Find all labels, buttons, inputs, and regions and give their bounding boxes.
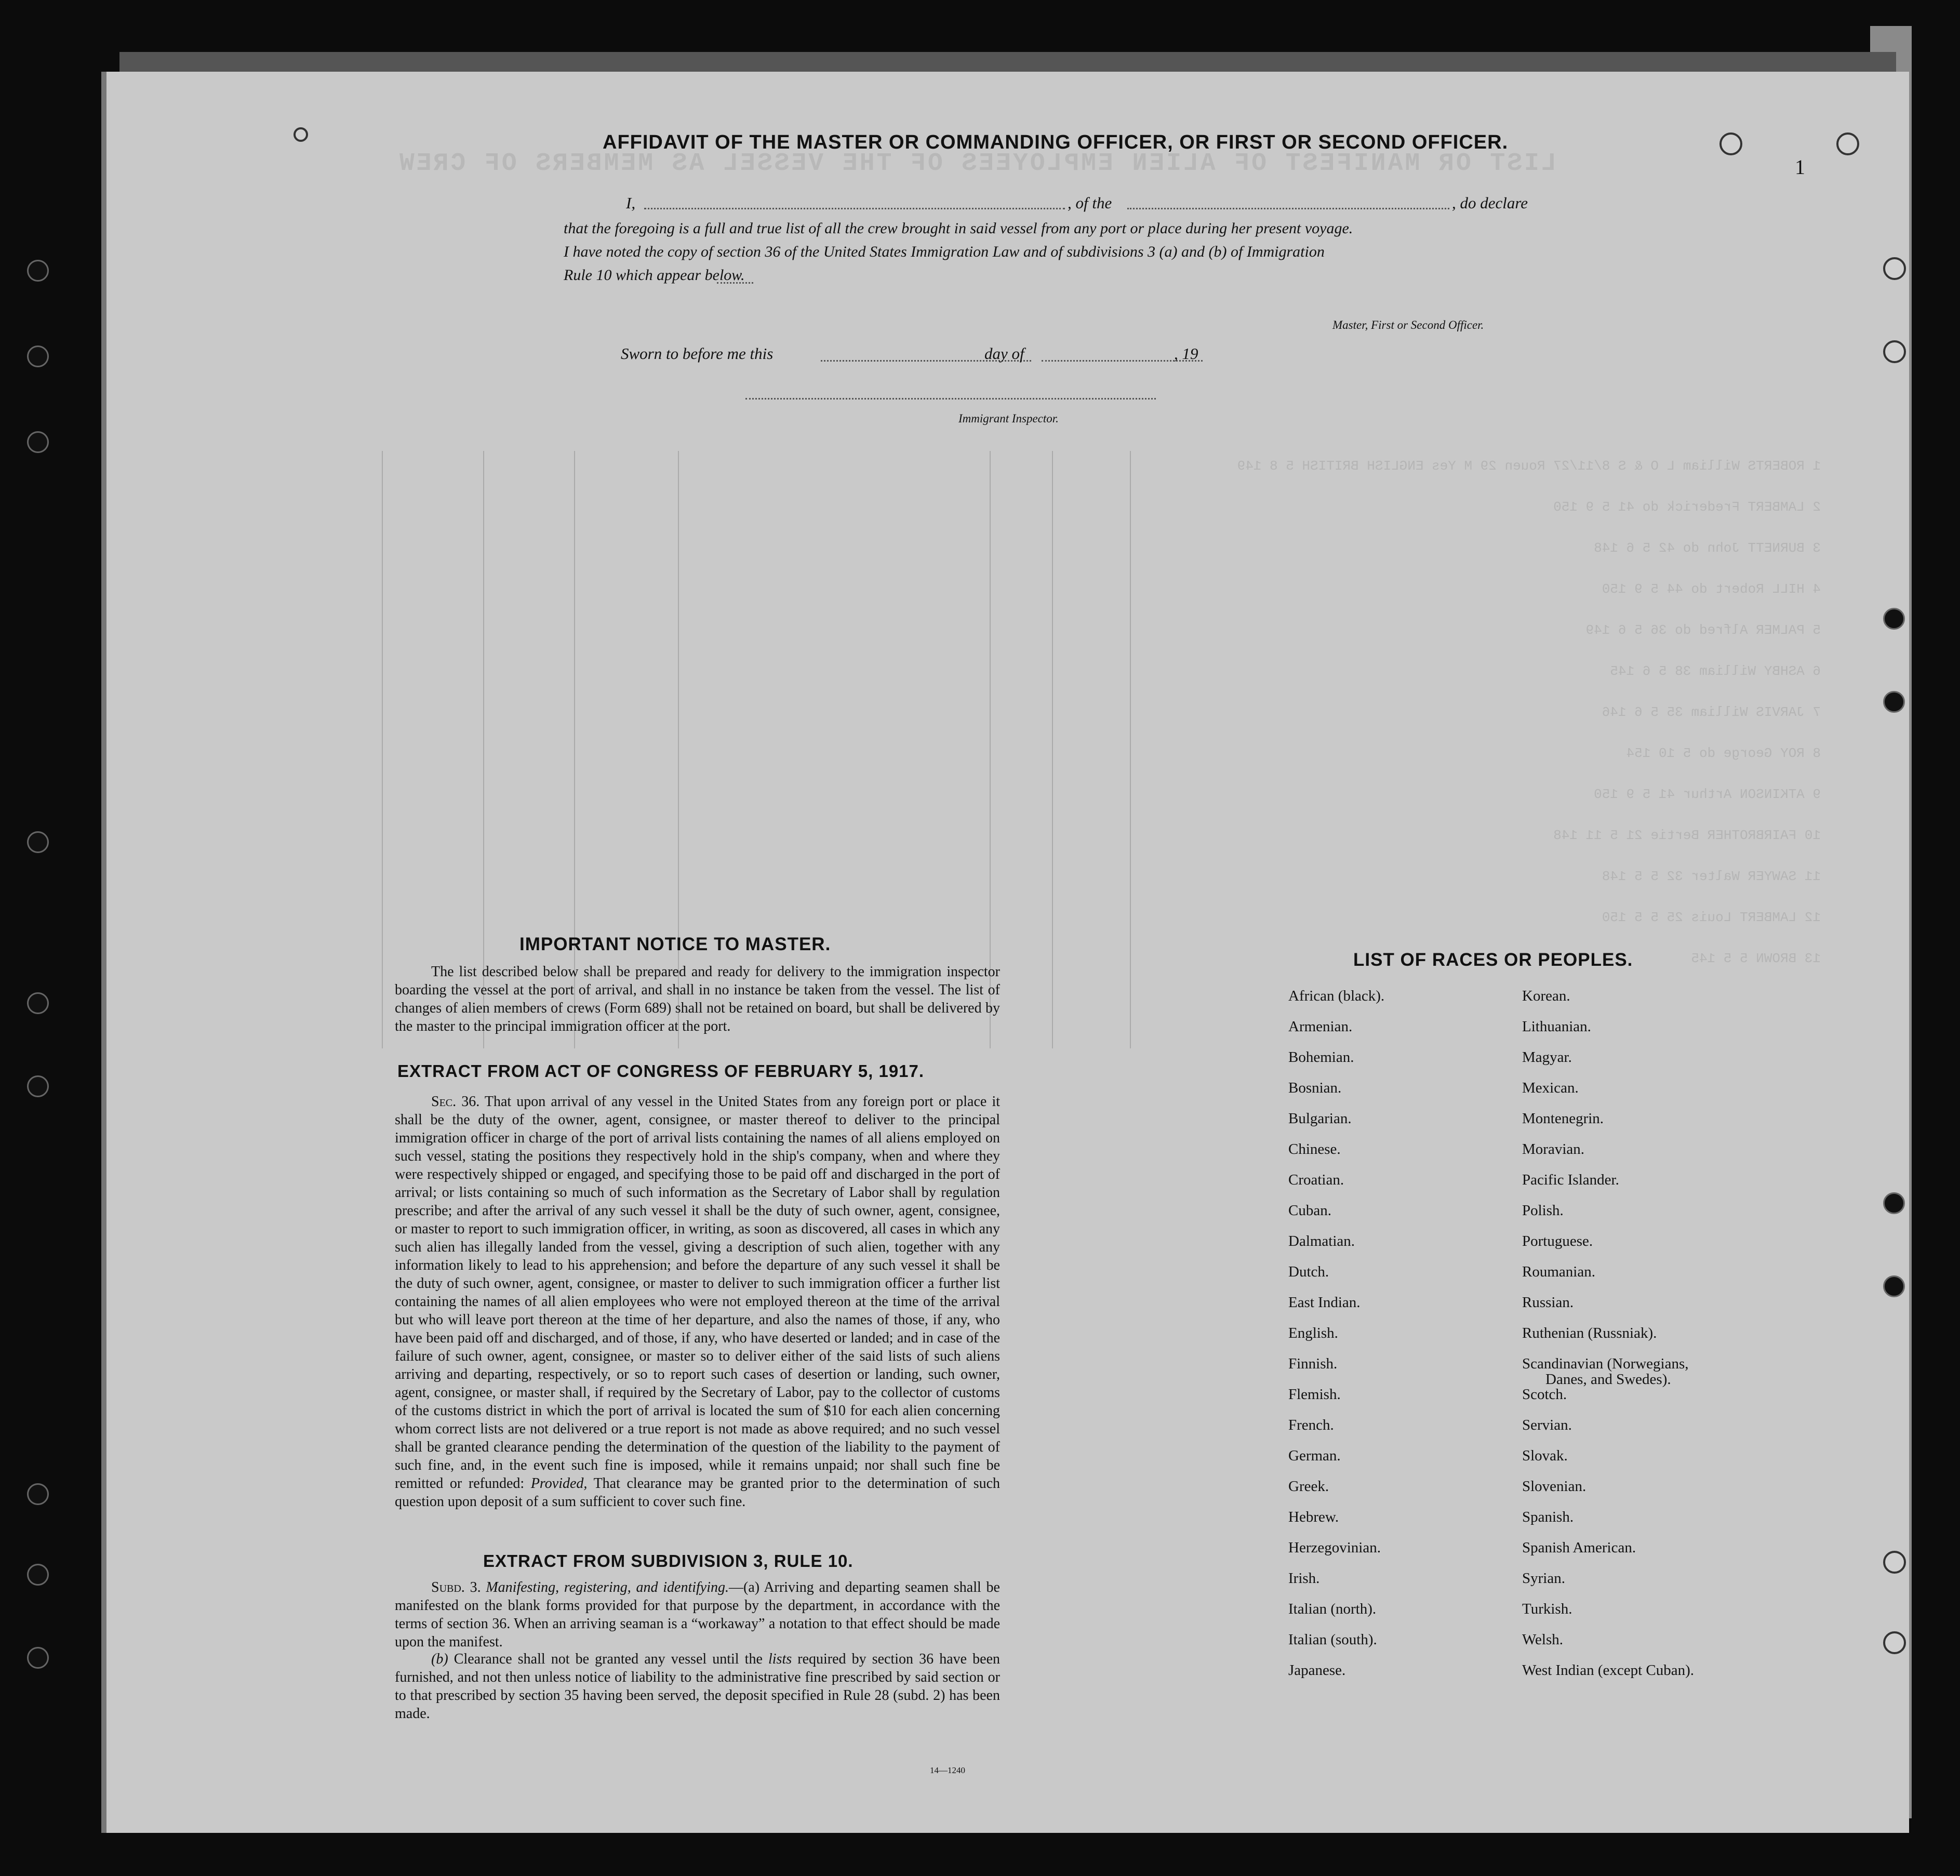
race-item: Cuban. <box>1288 1202 1331 1219</box>
race-item: Flemish. <box>1288 1386 1341 1403</box>
bleed-rule <box>678 451 679 1048</box>
race-item: Hebrew. <box>1288 1509 1339 1525</box>
vessel-blank[interactable] <box>1127 208 1449 209</box>
race-item: Bohemian. <box>1288 1049 1354 1066</box>
bleed-rule <box>574 451 575 1048</box>
race-item: Dutch. <box>1288 1263 1329 1280</box>
races-right-column <box>1522 981 1694 1686</box>
race-item: Syrian. <box>1522 1570 1565 1587</box>
punch-hole-icon <box>294 127 308 142</box>
margin-page-mark: 1 <box>1795 155 1805 179</box>
race-item: Slovak. <box>1522 1447 1568 1464</box>
race-item: Dalmatian. <box>1288 1233 1355 1249</box>
bleed-through-heading: LIST OR MANIFEST OF ALIEN EMPLOYEES OF THE VESSEL AS MEMBERS OF CREW <box>397 150 1556 178</box>
binder-hole-icon <box>27 1647 49 1669</box>
binder-hole-icon <box>1883 691 1905 713</box>
para-b-pre: Clearance shall not be granted any vessel until the <box>454 1651 763 1667</box>
race-item: Danes, and Swedes). <box>1545 1371 1671 1388</box>
inspector-label: Immigrant Inspector. <box>958 412 1059 425</box>
punch-hole-icon <box>1883 257 1906 280</box>
binder-hole-icon <box>27 1483 49 1505</box>
act-body: That upon arrival of any vessel in the United States from any foreign port or place it shall be the duty of the owner, agent, consignee, or master thereof to deliver to the principal immigration officer in charge of the port of arrival lists containing the names of all aliens employed on such vessel, stating the positions they respectively hold in the ship's company, when and where they were respectively shipped or engaged, and specifying those to be paid off and discharged in the port of arrival; or lists containing so much of such information as the Secretary of Labor shall by regulation prescribe; and after the arrival of any such vessel it shall be the duty of such owner, agent, consignee, or master to report to such immigration officer, in writing, as soon as discovered, all cases in which any such alien has illegally landed from the vessel, giving a description of such alien, together with any information likely to lead to his apprehension; and before the departure of any such vessel it shall be the duty of such owner, agent, consignee, or master to deliver to such immigration officer a further list containing the names of all alien employees who were not employed thereon at the time of the arrival but who will leave port thereon at the time of her departure, and also the names of those, if any, who have been paid off and discharged, and of those, if any, who have deserted or landed; and in case of the failure of such owner, agent, consignee, or master so to deliver either of the said lists of such aliens arriving and departing, respectively, or so to report such cases of desertion or landing, such owner, agent, consignee, or master shall, if required by the Secretary of Labor, pay to the collector of customs of the customs district in which the port of arrival is located the sum of $10 for each alien concerning whom correct lists are not delivered or a true report is not made as above required; and no such vessel shall be granted clearance pending the determination of the question of the liability to the payment of such fine, and, in the event such fine is imposed, while it remains unpaid; nor shall such fine be remitted or refunded: <box>395 1094 1000 1492</box>
year-label: , 19 <box>1174 344 1198 363</box>
bleed-rule <box>382 451 383 1048</box>
inspector-signature-blank[interactable] <box>745 398 1156 400</box>
race-item: Japanese. <box>1288 1662 1346 1679</box>
race-item: Croatian. <box>1288 1172 1344 1188</box>
affidavit-line-3: I have noted the copy of section 36 of the United States Immigration Law and of subdivisions 3 (a) and (b) of Immigration <box>564 243 1325 260</box>
race-item: Spanish. <box>1522 1509 1574 1525</box>
race-item: Polish. <box>1522 1202 1564 1219</box>
affidavit-line-2: that the foregoing is a full and true list of all the crew brought in said vessel from any port or place during her present voyage. <box>564 220 1353 237</box>
race-item: Slovenian. <box>1522 1478 1586 1495</box>
race-item: Herzegovinian. <box>1288 1539 1381 1556</box>
race-item: West Indian (except Cuban). <box>1522 1662 1695 1679</box>
subd-heading: Manifesting, registering, and identifying. <box>486 1579 729 1595</box>
race-item: Scandinavian (Norwegians, <box>1522 1355 1689 1372</box>
subdivision-title: EXTRACT FROM SUBDIVISION 3, RULE 10. <box>483 1551 854 1571</box>
binder-hole-icon <box>1883 1275 1905 1297</box>
affidavit-line-4: Rule 10 which appear below. <box>564 267 745 284</box>
binder-hole-icon <box>27 831 49 853</box>
notice-text: The list described below shall be prepared and ready for delivery to the immigration inspector boarding the vessel at the port of arrival, and shall in no instance be taken from the vessel. The list of changes of alien members of crews (Form 689) shall not be retained on board, but shall be delivered by the master to the principal immigration officer at the port. <box>395 964 1000 1034</box>
punch-hole-icon <box>1883 340 1906 363</box>
race-item: Bosnian. <box>1288 1080 1342 1096</box>
day-of-label: day of <box>984 344 1024 363</box>
rule-blank <box>717 282 753 284</box>
subd-label: Subd. 3. <box>431 1579 481 1595</box>
race-item: Portuguese. <box>1522 1233 1593 1249</box>
race-item: Greek. <box>1288 1478 1329 1495</box>
affidavit-title: AFFIDAVIT OF THE MASTER OR COMMANDING OFFICER, OR FIRST OR SECOND OFFICER. <box>603 131 1509 153</box>
race-item: Montenegrin. <box>1522 1110 1604 1127</box>
race-item: Spanish American. <box>1522 1539 1636 1556</box>
provided-word: Provided, <box>530 1475 588 1492</box>
punch-hole-icon <box>1883 1631 1906 1654</box>
affidavit-i-label: I, <box>626 194 636 212</box>
punch-hole-icon <box>1719 132 1742 155</box>
races-title: LIST OF RACES OR PEOPLES. <box>1353 950 1633 970</box>
sworn-label: Sworn to before me this <box>621 344 774 363</box>
para-b-lists: lists <box>768 1651 792 1667</box>
subd-para-a-text: —(a) Arriving and departing seamen shall be manifested on the blank forms provided for that purpose by the department, in accordance with the terms of section 36. When an arriving seaman is a “workaway” a notation to that effect should be made upon the manifest. <box>395 1579 1000 1650</box>
sec-label: Sec. 36. <box>431 1094 480 1110</box>
bleed-rule <box>483 451 484 1048</box>
affidavit-do-declare: , do declare <box>1452 194 1528 212</box>
race-item: Finnish. <box>1288 1355 1338 1372</box>
form-number: 14—1240 <box>930 1765 965 1775</box>
race-item: Armenian. <box>1288 1018 1353 1035</box>
race-item: Mexican. <box>1522 1080 1579 1096</box>
race-item: Magyar. <box>1522 1049 1572 1066</box>
name-blank[interactable] <box>644 208 1065 209</box>
race-item: Ruthenian (Russniak). <box>1522 1325 1657 1341</box>
race-item: French. <box>1288 1417 1334 1433</box>
race-item: Korean. <box>1522 988 1570 1004</box>
race-item: Turkish. <box>1522 1601 1572 1617</box>
race-item: Scotch. <box>1522 1386 1567 1403</box>
binder-hole-icon <box>27 992 49 1014</box>
race-item: African (black). <box>1288 988 1385 1004</box>
affidavit-of-the: , of the <box>1068 194 1112 212</box>
punch-hole-icon <box>1836 132 1859 155</box>
para-b-label: (b) <box>431 1651 448 1667</box>
bleed-rule <box>1052 451 1053 1048</box>
binder-hole-icon <box>27 431 49 453</box>
subdivision-para-a <box>395 1578 1000 1651</box>
notice-title: IMPORTANT NOTICE TO MASTER. <box>519 934 831 954</box>
race-item: English. <box>1288 1325 1338 1341</box>
act-body-end: That clearance may be granted prior to the determination of such question upon deposit of a sum sufficient to cover such fine. <box>395 1475 1001 1510</box>
subdivision-para-b <box>395 1650 1000 1723</box>
race-item: Moravian. <box>1522 1141 1584 1157</box>
race-item: Italian (north). <box>1288 1601 1377 1617</box>
race-item: Russian. <box>1522 1294 1574 1311</box>
bleed-through-table: 1 ROBERTS William L O & S 8/11/27 Rouen 29 M Yes ENGLISH BRITISH 5 8 149 2 LAMBERT Frederick do 41 5 9 150 3 BURNETT John do 42 5 6 148 4 HILL Robert do 44 5 9 150 5 PALMER Alfred do 36 5 6 149 6 ASHBY William 38 5 6 145 7 JARVIS William 35 5 6 146 8 ROY George do 5 10 154 9 ATKINSON Arthur 41 5 9 150 10 FAIRBROTHER Bertie 21 5 11 148 11 SAWYER Walter 32 5 5 148 12 LAMBERT Louis 25 5 5 150 13 BROWN 5 5 145 <box>1237 458 1821 966</box>
race-item: Servian. <box>1522 1417 1572 1433</box>
race-item: Roumanian. <box>1522 1263 1595 1280</box>
bleed-rule <box>990 451 991 1048</box>
binder-hole-icon <box>27 260 49 282</box>
race-item: German. <box>1288 1447 1341 1464</box>
race-item: Italian (south). <box>1288 1631 1377 1648</box>
binder-hole-icon <box>27 345 49 367</box>
punch-hole-icon <box>1883 1551 1906 1574</box>
bleed-rule <box>1130 451 1131 1048</box>
binder-hole-icon <box>27 1075 49 1097</box>
race-item: Chinese. <box>1288 1141 1341 1157</box>
race-item: Irish. <box>1288 1570 1320 1587</box>
races-left-column <box>1288 981 1384 1686</box>
document-page <box>101 72 1909 1833</box>
binder-hole-icon <box>1883 1192 1905 1214</box>
para-b-post: required by section 36 have been furnished, and not then unless notice of liability to the administrative fine prescribed by said section or to that prescribed by section 35 having been served, the deposit specified in Rule 28 (subd. 2) has been made. <box>395 1651 1001 1722</box>
race-item: Lithuanian. <box>1522 1018 1591 1035</box>
race-item: East Indian. <box>1288 1294 1361 1311</box>
master-signature-label: Master, First or Second Officer. <box>1332 318 1484 331</box>
act-extract-text <box>395 1093 1000 1511</box>
race-item: Bulgarian. <box>1288 1110 1352 1127</box>
binder-hole-icon <box>27 1564 49 1586</box>
race-item: Welsh. <box>1522 1631 1564 1648</box>
act-extract-title: EXTRACT FROM ACT OF CONGRESS OF FEBRUARY 5, 1917. <box>397 1061 925 1081</box>
binder-hole-icon <box>1883 608 1905 630</box>
race-item: Pacific Islander. <box>1522 1172 1619 1188</box>
